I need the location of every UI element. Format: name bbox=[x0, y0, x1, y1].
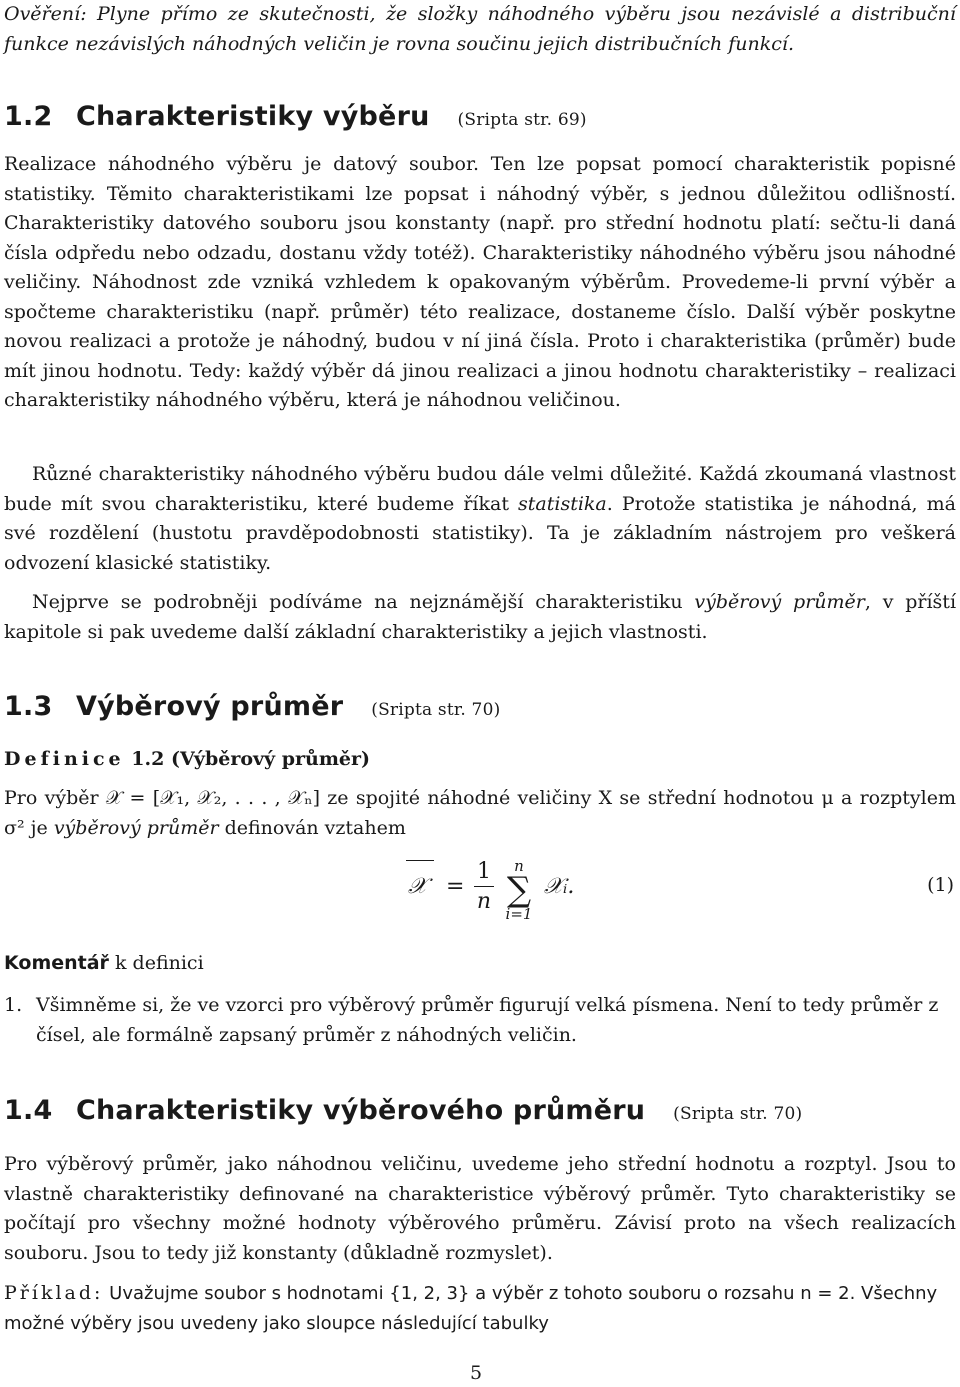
text-run: Nejprve se podrobněji podíváme na nejznámější charakteristiku bbox=[32, 591, 695, 613]
definition-label: Definice bbox=[4, 748, 125, 770]
text-run: Různé charakteristiky náhodného výběru budou dále velmi důležité. Každá zkoumaná vlastnost bude mít svou charakteristiku, které budeme říkat bbox=[4, 463, 956, 515]
emphasis-vyberovy-prumer: výběrový průměr bbox=[694, 591, 865, 613]
section-reference: (Sripta str. 70) bbox=[673, 1104, 803, 1124]
page-number: 5 bbox=[470, 1362, 483, 1384]
formula-term: 𝒳ᵢ. bbox=[544, 874, 575, 899]
definition-title: 1.2 (Výběrový průměr) bbox=[131, 748, 371, 770]
text-run: Pro výběr 𝒳 = [𝒳₁, 𝒳₂, . . . , 𝒳ₙ] ze spojité náhodné veličiny X se střední hodnotou μ a rozptylem σ² je bbox=[4, 787, 956, 839]
section-reference: (Sripta str. 70) bbox=[371, 700, 501, 720]
section-number: 1.4 bbox=[4, 1095, 53, 1126]
formula-lhs: 𝒳 bbox=[408, 874, 427, 899]
definition-text bbox=[4, 784, 956, 843]
section-reference: (Sripta str. 69) bbox=[457, 110, 587, 130]
example-text: Uvažujme soubor s hodnotami {1, 2, 3} a výběr z tohoto souboru o rozsahu n = 2. Všechny možné výběry jsou uvedeny jako sloupce následující tabulky bbox=[4, 1283, 938, 1334]
comment-item bbox=[4, 990, 956, 1050]
section-1-4-paragraph-1: Pro výběrový průměr, jako náhodnou veličinu, uvedeme jeho střední hodnotu a rozptyl. Jsou to vlastně charakteristiky definované na charakteristice výběrový průměr. Tyto charakteristiky se počítají pro všechny možné hodnoty výběrového průměru. Závisí proto na všech realizacích souboru. Jsou to tedy již konstanty (důkladně rozmyslet). bbox=[4, 1153, 956, 1264]
section-heading-1-4 bbox=[4, 1094, 802, 1131]
formula-equals: = bbox=[446, 874, 465, 899]
emphasis-statistika: statistika bbox=[518, 492, 607, 515]
text-run: , v příští kapitole si pak uvedeme další základní charakteristiky a jejich vlastnosti. bbox=[4, 591, 957, 643]
fraction-numerator: 1 bbox=[477, 859, 491, 884]
section-heading-1-3 bbox=[4, 690, 500, 727]
comment-item-text: Všimněme si, že ve vzorci pro výběrový průměr figurují velká písmena. Není to tedy průměr z čísel, ale formálně zapsaný průměr z náhodných veličin. bbox=[36, 994, 939, 1046]
comment-item-label: 1. bbox=[4, 994, 23, 1016]
section-1-2-paragraph-1: Realizace náhodného výběru je datový soubor. Ten lze popsat pomocí charakteristik popisné statistiky. Těmito charakteristikami lze popsat i náhodný výběr, s jednou důležitou odlišností. Charakteristiky datového souboru jsou konstanty (např. pro střední hodnotu platí: sečtu-li daná čísla odpředu nebo odzadu, dostanu vždy totéž). Charakteristiky náhodného výběru jsou náhodné veličiny. Náhodnost zde vzniká vzhledem k opakovaným výběrům. Provedeme-li první výběr a spočteme charakteristiku (např. průměr) této realizace, dostaneme číslo. Další výběr poskytne novou realizaci a protože je náhodný, budou v ní jiná čísla. Proto i charakteristika (průměr) bude mít jinou hodnotu. Tedy: každý výběr dá jinou realizaci a jinou hodnotu charakteristiky – realizaci charakteristiky náhodného výběru, která je náhodnou veličinou. bbox=[4, 153, 956, 411]
section-title: Charakteristiky výběrového průměru bbox=[76, 1095, 646, 1126]
overline bbox=[406, 860, 434, 861]
sum-lower-limit: i=1 bbox=[505, 905, 533, 923]
equation-number: (1) bbox=[927, 874, 954, 896]
comment-label: Komentář bbox=[4, 952, 109, 974]
text-run: . Protože statistika je náhodná, má své rozdělení (hustotu pravděpodobnosti statistiky). Ta je základním nástrojem pro veškerá odvození klasické statistiky. bbox=[4, 492, 957, 574]
section-heading-1-2 bbox=[4, 100, 587, 137]
example-block bbox=[4, 1278, 956, 1339]
section-1-2-paragraph-3 bbox=[4, 588, 956, 647]
comment-suffix: k definici bbox=[114, 952, 204, 974]
definition-emphasis: výběrový průměr bbox=[53, 816, 219, 839]
example-label: Příklad: bbox=[4, 1282, 104, 1304]
section-number: 1.2 bbox=[4, 101, 53, 132]
summation bbox=[502, 858, 536, 922]
section-title: Výběrový průměr bbox=[76, 691, 344, 722]
section-1-2-paragraph-2 bbox=[4, 460, 956, 578]
section-title: Charakteristiky výběru bbox=[76, 101, 430, 132]
section-number: 1.3 bbox=[4, 691, 53, 722]
sum-upper-limit: n bbox=[514, 857, 524, 875]
formula-fraction bbox=[474, 858, 494, 917]
sum-symbol: ∑ bbox=[506, 870, 532, 910]
comment-heading bbox=[4, 952, 204, 974]
text-run: definován vztahem bbox=[218, 816, 406, 839]
fraction-denominator: n bbox=[476, 889, 492, 914]
intro-paragraph: Ověření: Plyne přímo ze skutečnosti, že složky náhodného výběru jsou nezávislé a distribuční funkce nezávislých náhodných veličin je rovna součinu jejich distribučních funkcí. bbox=[4, 3, 956, 55]
definition-heading bbox=[4, 748, 370, 770]
